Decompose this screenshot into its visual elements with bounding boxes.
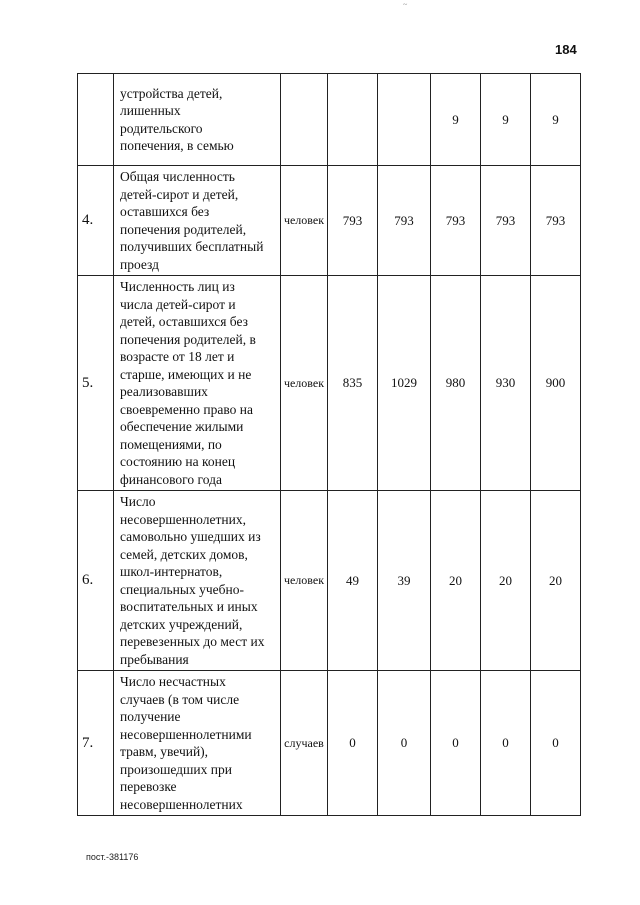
description-line: детей, оставшихся без	[120, 314, 248, 329]
description-line: Численность лиц из	[120, 279, 235, 294]
description-line: обеспечение жилыми	[120, 419, 244, 434]
row-number: 7.	[78, 671, 114, 816]
unit-of-measure	[281, 166, 328, 276]
indicator-description	[114, 276, 281, 491]
value-cell: 49	[328, 491, 378, 671]
value-cell: 835	[328, 276, 378, 491]
value-cell: 0	[531, 671, 581, 816]
description-line: семей, детских домов,	[120, 546, 248, 562]
description-line: несовершеннолетними	[120, 726, 252, 742]
value-cell: 1029	[378, 276, 431, 491]
description-line: возрасте от 18 лет и	[120, 349, 235, 364]
value-cell: 9	[531, 74, 581, 166]
value-cell: 0	[481, 671, 531, 816]
description-line: получение	[120, 709, 181, 724]
row-number	[78, 74, 114, 166]
description-line: произошедших при	[120, 761, 232, 777]
indicator-description	[114, 491, 281, 671]
unit-text: человек	[283, 375, 325, 390]
description-line: перевезенных до мест их	[120, 634, 265, 649]
description-line: реализовавших	[120, 384, 208, 399]
table-row	[78, 276, 581, 491]
description-line: школ-интернатов,	[120, 564, 223, 579]
value-cell: 9	[481, 74, 531, 166]
description-line: несовершеннолетних	[120, 796, 243, 812]
value-cell: 0	[328, 671, 378, 816]
indicator-description	[114, 166, 281, 276]
description-line: попечения, в семью	[120, 138, 234, 153]
description-line: числа детей-сирот и	[120, 296, 236, 312]
value-cell: 0	[431, 671, 481, 816]
value-cell: 9	[431, 74, 481, 166]
table-row	[78, 74, 581, 166]
value-cell: 980	[431, 276, 481, 491]
value-cell: 0	[378, 671, 431, 816]
description-line: старше, имеющих и не	[120, 366, 252, 382]
value-cell: 930	[481, 276, 531, 491]
description-line: родительского	[120, 120, 203, 136]
value-cell: 20	[531, 491, 581, 671]
value-cell: 39	[378, 491, 431, 671]
description-line: помещениями, по	[120, 436, 222, 452]
unit-of-measure	[281, 671, 328, 816]
description-line: Число	[120, 494, 156, 509]
description-line: случаев (в том числе	[120, 691, 240, 707]
description-line: перевозке	[120, 779, 177, 794]
value-cell: 20	[481, 491, 531, 671]
indicators-table	[77, 73, 581, 816]
row-number: 5.	[78, 276, 114, 491]
value-cell: 793	[378, 166, 431, 276]
value-cell	[328, 74, 378, 166]
unit-text: случаев	[284, 735, 324, 750]
table-row	[78, 671, 581, 816]
description-line: специальных учебно-	[120, 581, 244, 597]
description-line: воспитательных и иных	[120, 599, 258, 614]
unit-of-measure	[281, 74, 328, 166]
value-cell: 793	[531, 166, 581, 276]
description-line: проезд	[120, 256, 160, 272]
description-line: лишенных	[120, 103, 181, 118]
value-cell: 900	[531, 276, 581, 491]
description-line: получивших бесплатный	[120, 239, 264, 254]
unit-of-measure	[281, 276, 328, 491]
value-cell: 793	[431, 166, 481, 276]
row-number: 4.	[78, 166, 114, 276]
description-line: своевременно право на	[120, 401, 253, 417]
description-line: Число несчастных	[120, 674, 226, 689]
value-cell	[378, 74, 431, 166]
table-row	[78, 491, 581, 671]
description-line: несовершеннолетних,	[120, 511, 246, 527]
description-line: оставшихся без	[120, 204, 210, 219]
description-line: травм, увечий),	[120, 744, 209, 759]
page-number: 184	[555, 42, 577, 57]
unit-text: человек	[283, 213, 325, 227]
row-number: 6.	[78, 491, 114, 671]
footer-doc-id: пост.-381176	[86, 852, 139, 862]
unit-of-measure	[281, 491, 328, 671]
scan-mark: ~	[403, 0, 408, 9]
unit-text: человек	[283, 573, 325, 587]
description-line: финансового года	[120, 471, 222, 487]
description-line: пребывания	[120, 651, 189, 667]
description-line: детей-сирот и детей,	[120, 186, 239, 202]
table-row	[78, 166, 581, 276]
indicator-description	[114, 671, 281, 816]
description-line: попечения родителей,	[120, 221, 247, 237]
value-cell: 793	[481, 166, 531, 276]
description-line: попечения родителей, в	[120, 331, 256, 347]
description-line: самовольно ушедших из	[120, 529, 261, 544]
value-cell: 793	[328, 166, 378, 276]
description-line: Общая численность	[120, 169, 235, 184]
value-cell: 20	[431, 491, 481, 671]
indicator-description	[114, 74, 281, 166]
description-line: устройства детей,	[120, 85, 223, 101]
description-line: состоянию на конец	[120, 454, 236, 469]
description-line: детских учреждений,	[120, 616, 243, 632]
